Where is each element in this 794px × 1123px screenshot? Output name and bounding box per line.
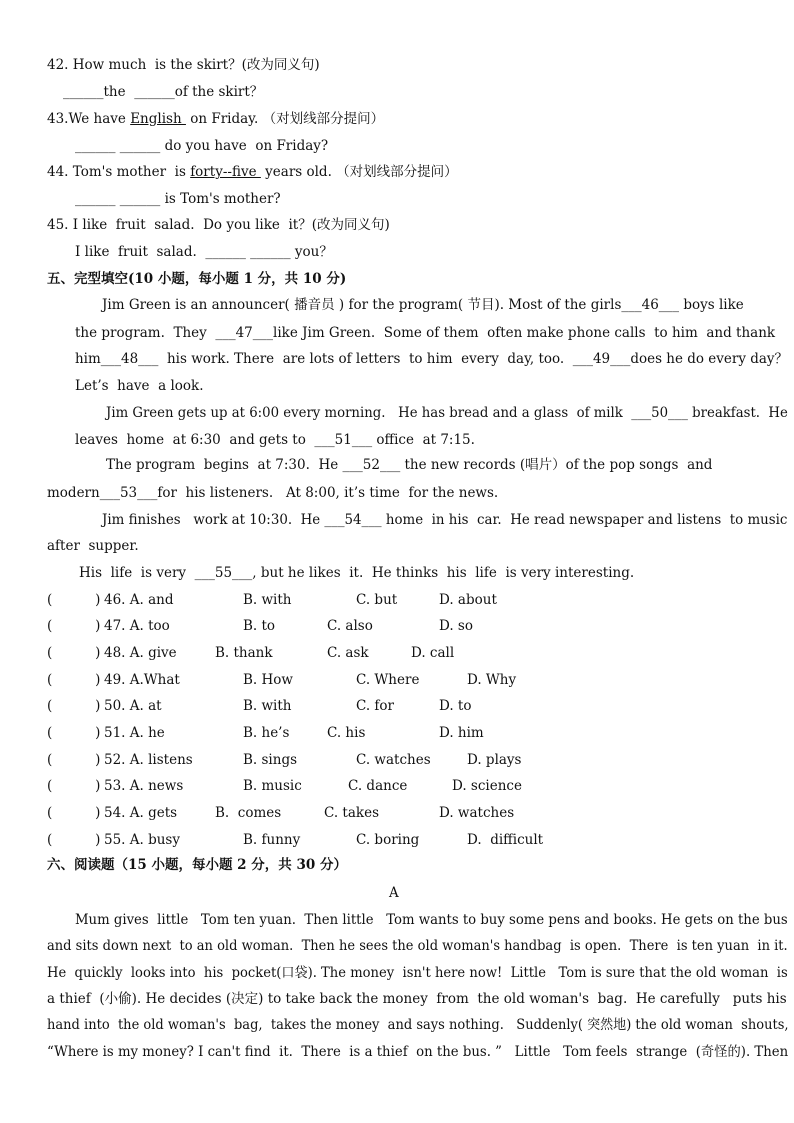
option-c[interactable]: C. for <box>356 698 395 714</box>
answer-blank[interactable]: ( ) <box>47 645 101 661</box>
option-c[interactable]: C. takes <box>324 805 380 821</box>
cloze-paragraph-line: the program. They ___47___like Jim Green. Some of them often make phone calls to him and thank <box>75 325 776 341</box>
option-d[interactable]: D. science <box>452 778 522 794</box>
option-c[interactable]: C. dance <box>348 778 408 794</box>
option-a[interactable]: 47. A. too <box>104 618 170 634</box>
option-c[interactable]: C. ask <box>327 645 369 661</box>
answer-blank[interactable]: ( ) <box>47 698 101 714</box>
answer-line-42: ______the ______of the skirt？ <box>63 84 264 100</box>
option-b[interactable]: B. with <box>243 698 292 714</box>
option-b[interactable]: B. sings <box>243 752 298 768</box>
answer-blank[interactable]: ( ) <box>47 752 101 768</box>
cloze-paragraph-line: Jim finishes work at 10:30. He ___54___ home in his car. He read newspaper and listens to music <box>102 512 788 528</box>
option-d[interactable]: D. about <box>439 592 497 608</box>
option-b[interactable]: B. thank <box>215 645 273 661</box>
option-a[interactable]: 49. A.What <box>104 672 180 688</box>
answer-blank[interactable]: ( ) <box>47 672 101 688</box>
option-d[interactable]: D. watches <box>439 805 515 821</box>
underlined-word: forty--five <box>190 164 261 180</box>
answer-line-44: ______ ______ is Tom's mother? <box>75 191 281 207</box>
option-c[interactable]: C. but <box>356 592 398 608</box>
option-a[interactable]: 46. A. and <box>104 592 174 608</box>
option-a[interactable]: 51. A. he <box>104 725 165 741</box>
reading-passage-line: a thief (小偷). He decides (决定) to take back the money from the old woman's bag. He carefully puts his <box>47 991 787 1007</box>
option-a[interactable]: 54. A. gets <box>104 805 178 821</box>
option-a[interactable]: 55. A. busy <box>104 832 180 848</box>
option-a[interactable]: 53. A. news <box>104 778 184 794</box>
cloze-paragraph-line: leaves home at 6:30 and gets to ___51___ office at 7:15. <box>75 432 475 448</box>
option-b[interactable]: B. music <box>243 778 302 794</box>
option-c[interactable]: C. boring <box>356 832 420 848</box>
option-d[interactable]: D. Why <box>467 672 517 688</box>
cloze-paragraph-line: him___48___ his work. There are lots of letters to him every day, too. ___49___does he do every day？ <box>75 351 789 367</box>
option-c[interactable]: C. his <box>327 725 366 741</box>
cloze-paragraph-line: The program begins at 7:30. He ___52___ the new records (唱片）of the pop songs and <box>106 457 713 473</box>
cloze-paragraph-line: modern___53___for his listeners. At 8:00, it’s time for the news. <box>47 485 499 501</box>
question-44: 44. Tom's mother is forty--five years old. （对划线部分提问） <box>47 164 458 180</box>
reading-passage-line: “Where is my money? I can't find it. There is a thief on the bus. ” Little Tom feels strange (奇怪的). Then <box>47 1044 789 1060</box>
question-42: 42. How much is the skirt？(改为同义句) <box>47 57 320 73</box>
option-d[interactable]: D. plays <box>467 752 522 768</box>
cloze-paragraph-line: Jim Green gets up at 6:00 every morning. He has bread and a glass of milk ___50___ breakfast. He <box>106 405 788 421</box>
answer-blank[interactable]: ( ) <box>47 832 101 848</box>
option-b[interactable]: B. with <box>243 592 292 608</box>
cloze-paragraph-line: His life is very ___55___, but he likes it. He thinks his life is very interesting. <box>79 565 635 581</box>
underlined-word: English <box>130 111 186 127</box>
section-5-heading: 五、完型填空(10 小题，每小题 1 分，共 10 分) <box>47 271 347 287</box>
answer-blank[interactable]: ( ) <box>47 805 101 821</box>
question-45: 45. I like fruit salad. Do you like it？(改为同义句) <box>47 217 390 233</box>
question-43: 43.We have English on Friday. （对划线部分提问） <box>47 111 385 127</box>
option-b[interactable]: B. he’s <box>243 725 290 741</box>
reading-passage-line: and sits down next to an old woman. Then he sees the old woman's handbag is open. There is ten yuan in it. <box>47 938 788 954</box>
answer-blank[interactable]: ( ) <box>47 592 101 608</box>
passage-label: A <box>388 885 399 901</box>
option-d[interactable]: D. to <box>439 698 472 714</box>
option-a[interactable]: 50. A. at <box>104 698 162 714</box>
option-d[interactable]: D. difficult <box>467 832 544 848</box>
option-a[interactable]: 48. A. give <box>104 645 177 661</box>
cloze-paragraph-line: Let’s have a look. <box>75 378 204 394</box>
option-a[interactable]: 52. A. listens <box>104 752 193 768</box>
reading-passage-line: Mum gives little Tom ten yuan. Then little Tom wants to buy some pens and books. He gets on the bus <box>75 912 788 928</box>
reading-passage-line: He quickly looks into his pocket(口袋). The money isn't here now! Little Tom is sure that the old woman is <box>47 965 788 981</box>
answer-blank[interactable]: ( ) <box>47 778 101 794</box>
option-d[interactable]: D. call <box>411 645 455 661</box>
answer-blank[interactable]: ( ) <box>47 725 101 741</box>
section-6-heading: 六、阅读题（15 小题，每小题 2 分，共 30 分） <box>47 857 347 873</box>
answer-line-43: ______ ______ do you have on Friday? <box>75 138 329 154</box>
option-b[interactable]: B. to <box>243 618 276 634</box>
cloze-paragraph-line: Jim Green is an announcer( 播音员 ) for the program( 节目). Most of the girls___46___ boys like <box>102 297 744 313</box>
option-c[interactable]: C. Where <box>356 672 420 688</box>
answer-blank[interactable]: ( ) <box>47 618 101 634</box>
option-d[interactable]: D. so <box>439 618 473 634</box>
reading-passage-line: hand into the old woman's bag, takes the money and says nothing. Suddenly( 突然地) the old woman shouts, <box>47 1017 789 1033</box>
option-b[interactable]: B. comes <box>215 805 282 821</box>
option-c[interactable]: C. also <box>327 618 373 634</box>
option-b[interactable]: B. funny <box>243 832 301 848</box>
option-c[interactable]: C. watches <box>356 752 431 768</box>
cloze-paragraph-line: after supper. <box>47 538 139 554</box>
option-b[interactable]: B. How <box>243 672 293 688</box>
answer-line-45: I like fruit salad. ______ ______ you？ <box>75 244 333 260</box>
option-d[interactable]: D. him <box>439 725 484 741</box>
